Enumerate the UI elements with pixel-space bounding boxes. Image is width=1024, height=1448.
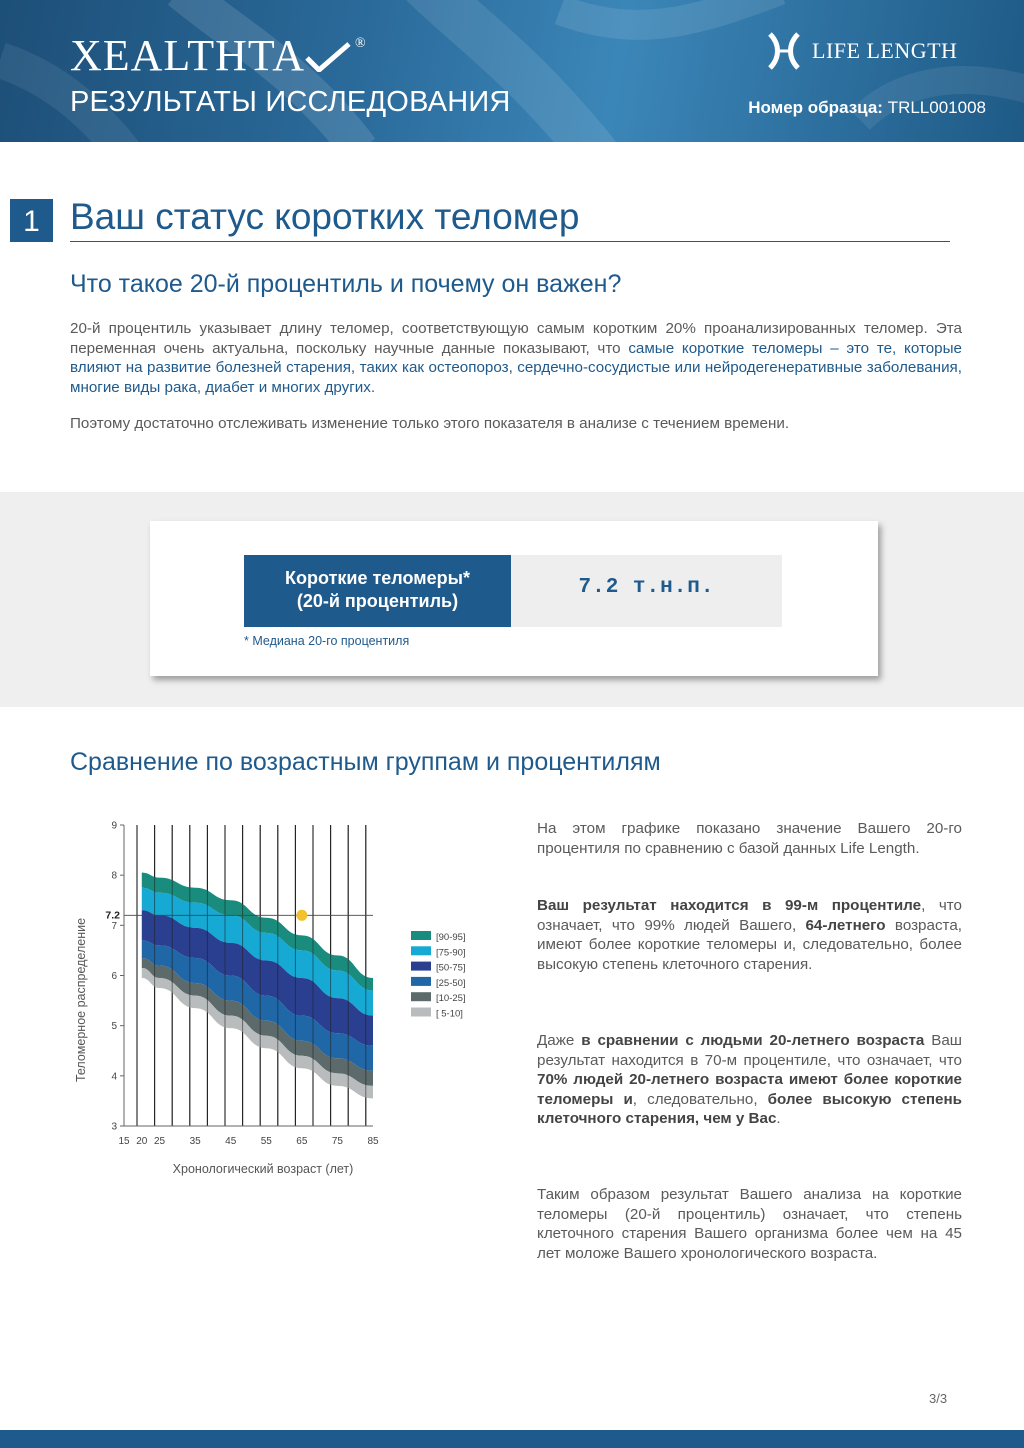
chart-y-tick-label: 8 <box>111 870 117 882</box>
section-divider <box>70 241 950 242</box>
chart-marker-point <box>296 910 307 921</box>
report-title: РЕЗУЛЬТАТЫ ИССЛЕДОВАНИЯ <box>70 86 511 118</box>
chart-ylabel: Теломерное распределение <box>74 917 88 1083</box>
page-header <box>0 0 1024 142</box>
partner-logo: LIFE LENGTH <box>766 32 957 70</box>
sample-number: Номер образца: TRLL001008 <box>748 98 986 117</box>
legend-swatch <box>411 962 431 971</box>
percentile-chart <box>70 815 480 1185</box>
checkmark-icon <box>305 42 351 72</box>
legend-label: [50-75] <box>436 962 466 974</box>
chart-y-tick-label: 6 <box>111 971 117 982</box>
section-title: Ваш статус коротких теломер <box>70 196 580 237</box>
chart-y-tick-label: 9 <box>111 820 117 832</box>
chart-marker-label: 7.2 <box>105 909 120 922</box>
legend-label: [25-50] <box>436 977 466 989</box>
legend-label: [90-95] <box>436 932 466 943</box>
page-number: 3/3 <box>929 1391 948 1406</box>
legend-swatch <box>411 992 431 1001</box>
chart-x-tick-label: 20 <box>136 1136 148 1147</box>
legend-swatch <box>411 1008 431 1017</box>
chart-bands <box>137 825 373 1126</box>
chart-y-tick-label: 5 <box>111 1021 117 1033</box>
brand-logo: XEALTHTA ® <box>70 31 367 80</box>
comparison-heading: Сравнение по возрастным группам и процентилям <box>70 748 661 776</box>
legend-label: [ 5-10] <box>436 1008 463 1020</box>
chart-description: На этом графике показано значение Вашего 20-го процентиля по сравнению с базой данных Life Length. <box>537 820 962 857</box>
chart-x-tick-label: 15 <box>118 1136 130 1147</box>
life-length-icon <box>766 32 802 70</box>
percentile-result-text: Ваш результат находится в 99-м процентиле, что означает, что 99% людей Вашего, 64-летнего возраста, имеют более короткие теломеры и, следовательно, более высокую степень клеточного старения. <box>537 897 962 973</box>
chart-x-tick-label: 45 <box>225 1136 237 1147</box>
footer-bar <box>0 1430 1024 1448</box>
conclusion-text: Таким образом результат Вашего анализа на короткие теломеры (20-й процентиль) означает, что степень клеточного старения Вашего организма более чем на 45 лет моложе Вашего хронологического возраста. <box>537 1186 962 1262</box>
chart-legend <box>411 931 466 1020</box>
chart-y-tick-label: 3 <box>111 1121 117 1133</box>
chart-y-tick-label: 4 <box>111 1071 117 1083</box>
chart-xlabel: Хронологический возраст (лет) <box>172 1162 354 1176</box>
legend-swatch <box>411 931 431 940</box>
legend-label: [10-25] <box>436 993 466 1005</box>
chart-x-tick-label: 55 <box>260 1136 272 1147</box>
legend-swatch <box>411 946 431 955</box>
age20-comparison-text: Даже в сравнении с людьми 20-летнего возраста Ваш результат находится в 70-м процентиле, что означает, что 70% людей 20-летнего возраста имеют более короткие теломеры и, следовательно, более высокую степень клеточного старения, чем у Вас. <box>537 1032 962 1127</box>
tracking-paragraph: Поэтому достаточно отслеживать изменение только этого показателя в анализе с течением времени. <box>70 415 790 432</box>
chart-x-tick-label: 75 <box>331 1136 343 1147</box>
chart-x-tick-label: 85 <box>367 1136 379 1147</box>
legend-label: [75-90] <box>436 947 466 959</box>
result-footnote: * Медиана 20-го процентиля <box>244 634 410 648</box>
chart-y-tick-label: 7 <box>111 920 117 932</box>
chart-x-tick-label: 65 <box>296 1136 308 1147</box>
result-card <box>150 521 878 676</box>
legend-swatch <box>411 977 431 986</box>
what-is-heading: Что такое 20-й процентиль и почему он важен? <box>70 270 622 298</box>
result-value: 7.2 т.н.п. <box>511 555 782 627</box>
section-number: 1 <box>10 199 53 242</box>
chart-x-tick-label: 25 <box>154 1136 166 1147</box>
chart-x-tick-label: 35 <box>189 1136 201 1147</box>
result-label: Короткие теломеры* (20-й процентиль) <box>244 555 511 627</box>
what-is-paragraph: 20-й процентиль указывает длину теломер, соответствующую самым коротким 20% проанализированных теломер. Эта переменная очень актуальна, поскольку научные данные показывают, что самые короткие теломеры – это те, которые влияют на развитие болезней старения, таких как остеопороз, сердечно-сосудистые или нейродегенеративные заболевания, многие виды рака, диабет и многих других. <box>70 320 962 396</box>
